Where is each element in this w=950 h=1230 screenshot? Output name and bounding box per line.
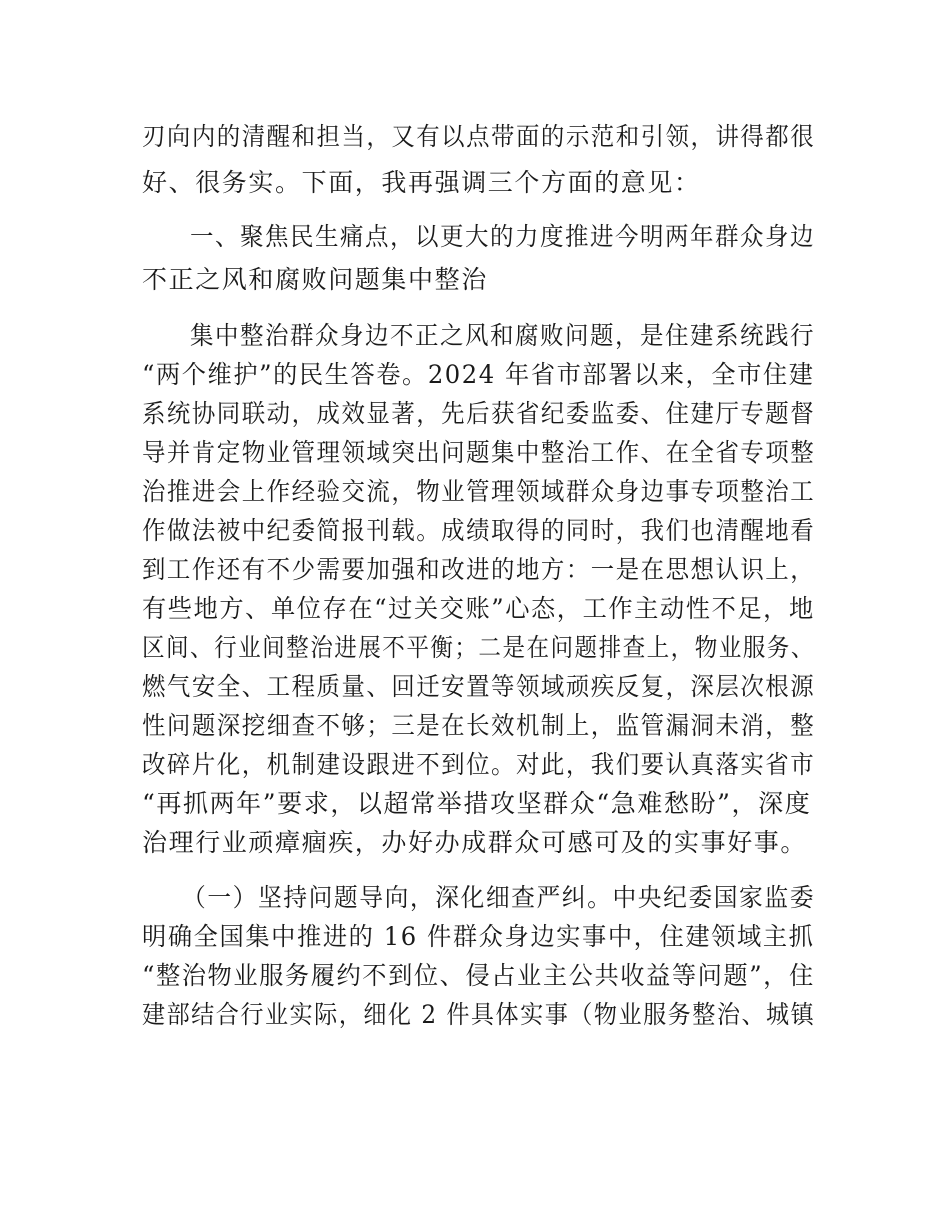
text-line: 系统协同联动，成效显著，先后获省纪委监委、住建厅专题督 (142, 399, 816, 428)
text-line: “两个维护”的民生答卷。2024 年省市部署以来，全市住建 (142, 360, 815, 389)
text-line: “整治物业服务履约不到位、侵占业主公共收益等问题”，住 (142, 961, 815, 990)
text-line: 有些地方、单位存在“过关交账”心态，工作主动性不足，地 (142, 594, 815, 623)
text-line: 集中整治群众身边不正之风和腐败问题，是住建系统践行 (190, 321, 815, 350)
text-line: 作做法被中纪委简报刊载。成绩取得的同时，我们也清醒地看 (142, 516, 816, 545)
text-line: 到工作还有不少需要加强和改进的地方：一是在思想认识上， (142, 555, 816, 584)
text-line: 改碎片化，机制建设跟进不到位。对此，我们要认真落实省市 (142, 750, 816, 779)
subsection-line: （一）坚持问题导向，深化细查严纠。中央纪委国家监委 (182, 883, 816, 912)
section-heading: 一、聚焦民生痛点，以更大的力度推进今明两年群众身边 (190, 222, 815, 251)
text-line: 建部结合行业实际，细化 2 件具体实事（物业服务整治、城镇 (142, 1000, 816, 1029)
text-line: 刃向内的清醒和担当，又有以点带面的示范和引领，讲得都很 (142, 122, 816, 151)
text-line: 导并肯定物业管理领域突出问题集中整治工作、在全省专项整 (142, 438, 816, 467)
text-line: 治理行业顽瘴痼疾，办好办成群众可感可及的实事好事。 (142, 828, 808, 857)
text-line: 治推进会上作经验交流，物业管理领域群众身边事专项整治工 (142, 477, 816, 506)
text-line: 明确全国集中推进的 16 件群众身边实事中，住建领域主抓 (142, 922, 815, 951)
text-line: 区间、行业间整治进展不平衡；二是在问题排查上，物业服务、 (142, 633, 815, 662)
text-line: 燃气安全、工程质量、回迁安置等领域顽疾反复，深层次根源 (142, 672, 816, 701)
section-heading: 不正之风和腐败问题集中整治 (142, 265, 488, 294)
text-line: 性问题深挖细查不够；三是在长效机制上，监管漏洞未消，整 (142, 711, 816, 740)
text-line: “再抓两年”要求，以超常举措攻坚群众“急难愁盼”，深度 (142, 789, 812, 818)
text-line: 好、很务实。下面，我再强调三个方面的意见： (142, 168, 701, 197)
